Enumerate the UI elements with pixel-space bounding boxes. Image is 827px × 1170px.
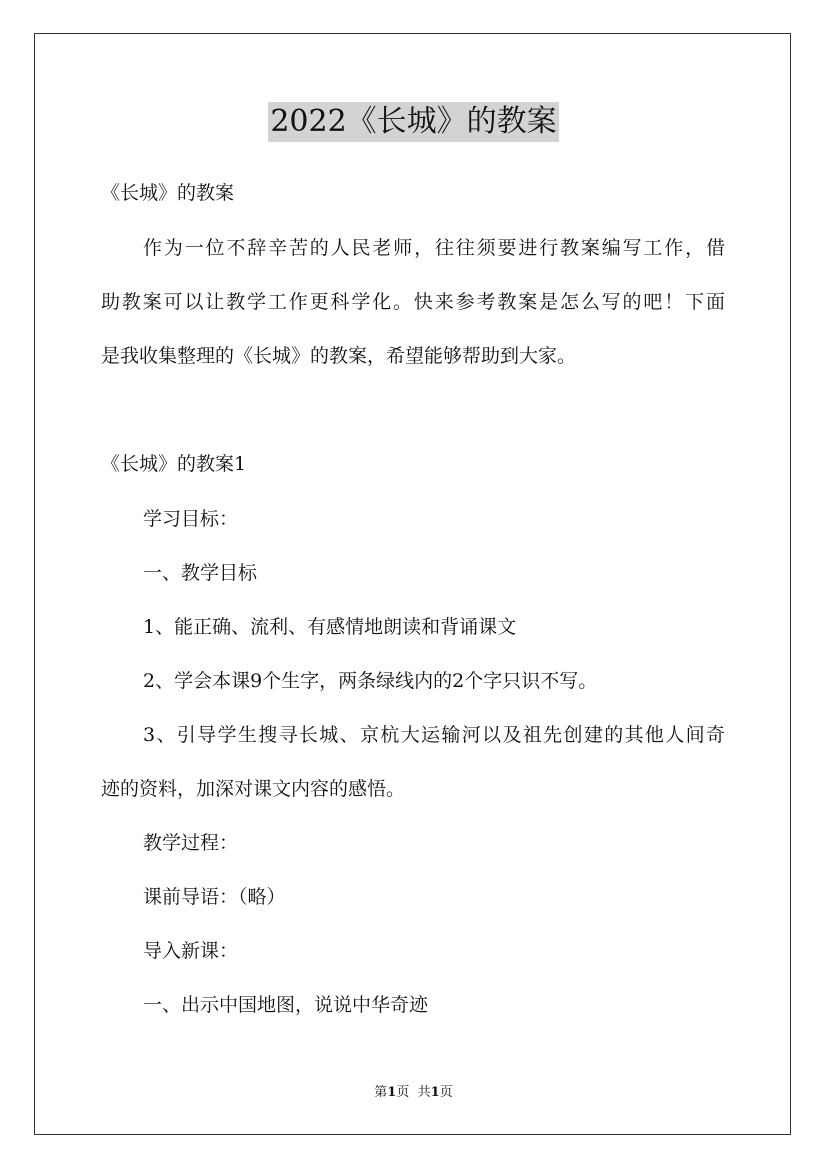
- footer-total-prefix: 共: [417, 1085, 431, 1100]
- body-line: 学习目标：: [143, 508, 239, 530]
- body-line: 一、出示中国地图，说说中华奇迹: [143, 994, 429, 1016]
- intro-line-1: 作为一位不辞辛苦的人民老师，往往须要进行教案编写工作，借: [143, 237, 725, 259]
- body-line: 教学过程：: [143, 832, 239, 854]
- title-wrap: [0, 102, 827, 142]
- document-subtitle: 《长城》的教案: [101, 182, 235, 204]
- footer-total-number: 1: [430, 1085, 440, 1100]
- body-line: 课前导语：（略）: [143, 886, 286, 908]
- footer-page-number: 1: [387, 1085, 397, 1100]
- body-line: 导入新课：: [143, 940, 239, 962]
- section-heading: 《长城》的教案1: [101, 453, 247, 475]
- body-line: 一、教学目标: [143, 562, 258, 584]
- body-line: 1、能正确、流利、有感情地朗读和背诵课文: [143, 616, 517, 638]
- document-title: 2022《长城》的教案: [268, 102, 558, 142]
- page-footer: [0, 1084, 827, 1102]
- footer-page-prefix: 第: [374, 1085, 388, 1100]
- footer-page-suffix: 页: [396, 1085, 410, 1100]
- intro-line-2: 助教案可以让教学工作更科学化。快来参考教案是怎么写的吧！下面: [101, 291, 725, 313]
- footer-total-suffix: 页: [439, 1085, 453, 1100]
- body-line: 2、学会本课9个生字，两条绿线内的2个字只识不写。: [143, 670, 598, 692]
- intro-line-3: 是我收集整理的《长城》的教案，希望能够帮助到大家。: [101, 345, 577, 367]
- body-line: 迹的资料，加深对课文内容的感悟。: [101, 778, 406, 800]
- body-line: 3、引导学生搜寻长城、京杭大运输河以及祖先创建的其他人间奇: [143, 724, 725, 746]
